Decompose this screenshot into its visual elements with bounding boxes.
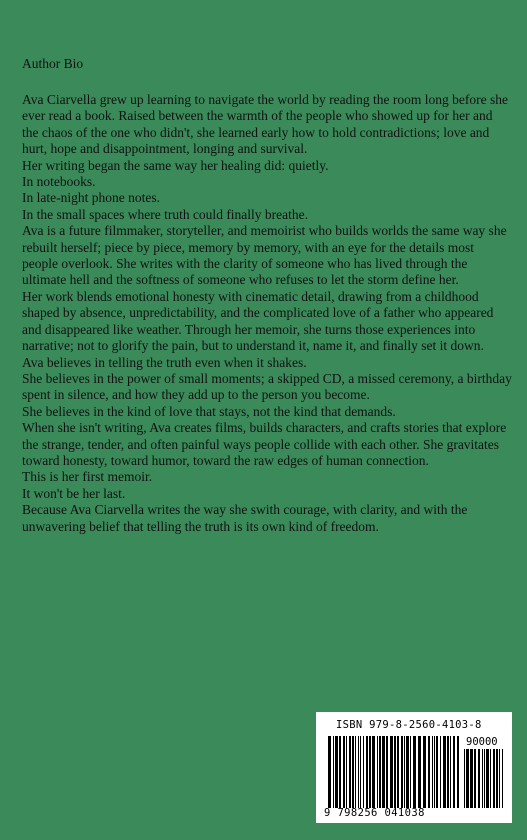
bio-paragraph: She believes in the kind of love that stays, not the kind that demands. (22, 403, 396, 419)
bio-paragraph: Her writing began the same way her healing did: quietly. (22, 157, 329, 173)
barcode-addon-code: 90000 (466, 736, 498, 748)
bio-paragraph: In the small spaces where truth could finally breathe. (22, 206, 309, 222)
bio-paragraph: Because Ava Ciarvella writes the way she swith courage, with clarity, and with the unwavering belief that telling the truth is its own kind of freedom. (22, 502, 468, 534)
barcode-addon-bars-icon (464, 749, 506, 808)
bio-paragraph: In notebooks. (22, 174, 96, 190)
bio-paragraph: Ava is a future filmmaker, storyteller, and memoirist who builds worlds the same way she rebuilt herself; piece by piece, memory by memory, with an eye for the details most people overlook. She writes with the clarity of someone who has lived through the ultimate hell and the softness of someone who refuses to let the storm define her. (22, 223, 507, 288)
bio-paragraph: When she isn't writing, Ava creates films, builds characters, and crafts stories that explore the strange, tender, and often painful ways people collide with each other. She gravitates toward honesty, toward humor, toward the raw edges of human connection. (22, 420, 507, 468)
barcode-digits: 9 798256 041038 (324, 807, 425, 819)
bio-paragraph: She believes in the power of small moments; a skipped CD, a missed ceremony, a birthday spent in silence, and how they add up to the person you become. (22, 370, 512, 403)
bio-paragraph: In late-night phone notes. (22, 190, 160, 206)
bio-paragraph: This is her first memoir. (22, 469, 153, 485)
bio-paragraph: It won't be her last. (22, 485, 126, 501)
bio-paragraph: Ava believes in telling the truth even when it shakes. (22, 354, 307, 370)
author-bio-text (22, 92, 512, 535)
isbn-barcode (316, 712, 512, 823)
bio-paragraph: Her work blends emotional honesty with cinematic detail, drawing from a childhood shaped by absence, unpredictability, and the complicated love of a father who appeared and disappeared like weather. Through her memoir, she turns those experiences into narrative; not to glorify the pain, but to understand it, name it, and finally set it down. (22, 288, 494, 354)
barcode-bars-icon (328, 736, 462, 808)
bio-paragraph: Ava Ciarvella grew up learning to navigate the world by reading the room long before she ever read a book. Raised between the warmth of the people who showed up for her and the chaos of the one who didn't, she learned early how to hold contradictions; love and hurt, hope and disappointment, longing and survival. (22, 92, 508, 157)
isbn-number: ISBN 979-8-2560-4103-8 (336, 719, 482, 731)
author-bio-heading: Author Bio (22, 56, 84, 71)
